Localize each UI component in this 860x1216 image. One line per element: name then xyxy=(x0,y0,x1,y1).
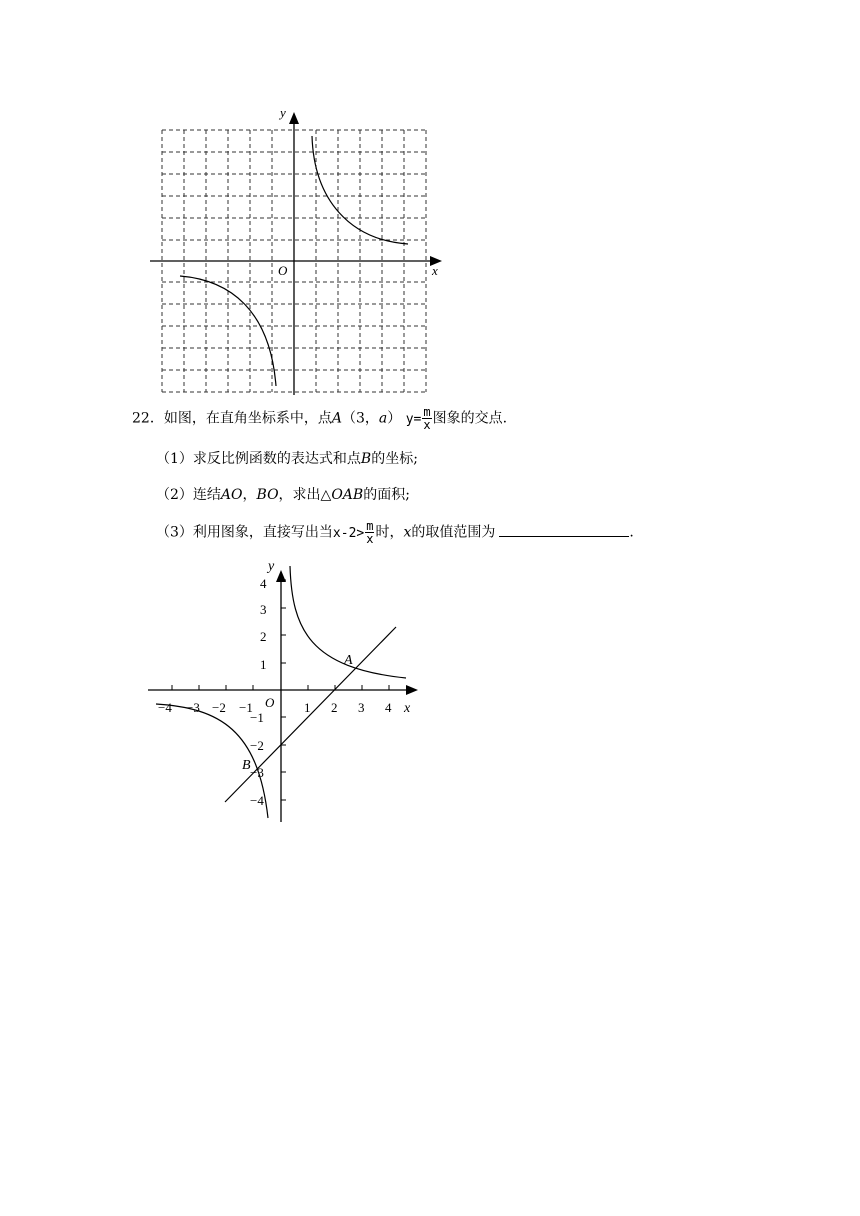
origin-label: O xyxy=(265,695,275,710)
y-axis-label: y xyxy=(280,105,286,120)
question-part-3: （3）利用图象，直接写出当x-2> $\frac{m}{x}$ 时，x的取值范围为 . xyxy=(156,519,634,546)
y-tick-label: 2 xyxy=(260,629,267,644)
y-axis-arrow-icon xyxy=(289,112,299,124)
y-tick-label: 1 xyxy=(260,657,267,672)
x-tick-label: −1 xyxy=(239,700,253,715)
y-tick-label: 4 xyxy=(260,576,267,591)
inequality: x-2> $\frac{m}{x}$ xyxy=(332,519,374,546)
point-A-label: A xyxy=(344,653,353,668)
figure-line-hyperbola xyxy=(140,550,440,830)
x-axis-label: x xyxy=(432,263,438,278)
figure-grid-hyperbola xyxy=(140,100,460,400)
x-tick-label: −2 xyxy=(212,700,226,715)
x-tick-label: 3 xyxy=(358,700,365,715)
question-part-2: （2）连结AO，BO，求出△OAB的面积; xyxy=(156,487,410,503)
x-axis-label: x xyxy=(404,701,411,716)
y-tick-label: −1 xyxy=(250,710,264,725)
y-tick-label: 3 xyxy=(260,602,267,617)
x-axis-arrow-icon xyxy=(406,685,418,695)
x-tick-label: −4 xyxy=(158,700,172,715)
question-part-1: （1）求反比例函数的表达式和点B的坐标; xyxy=(156,451,418,467)
y-axis-label: y xyxy=(268,559,275,574)
function-formula: y= $\frac{m}{x}$ xyxy=(405,405,431,432)
x-tick-label: −3 xyxy=(186,700,200,715)
point-B-label: B xyxy=(242,758,251,773)
y-tick-label: −2 xyxy=(250,738,264,753)
y-tick-label: −4 xyxy=(250,793,264,808)
question-number: 22． xyxy=(132,410,164,427)
origin-label: O xyxy=(278,263,288,278)
question-stem: 22．如图，在直角坐标系中，点A（3，a） y= $\frac{m}{x}$ 图象的交点. xyxy=(132,405,508,432)
x-tick-label: 4 xyxy=(385,700,392,715)
y-tick-label: −3 xyxy=(250,765,264,780)
x-tick-label: 2 xyxy=(331,700,338,715)
x-tick-label: 1 xyxy=(304,700,311,715)
answer-blank[interactable] xyxy=(499,522,629,537)
